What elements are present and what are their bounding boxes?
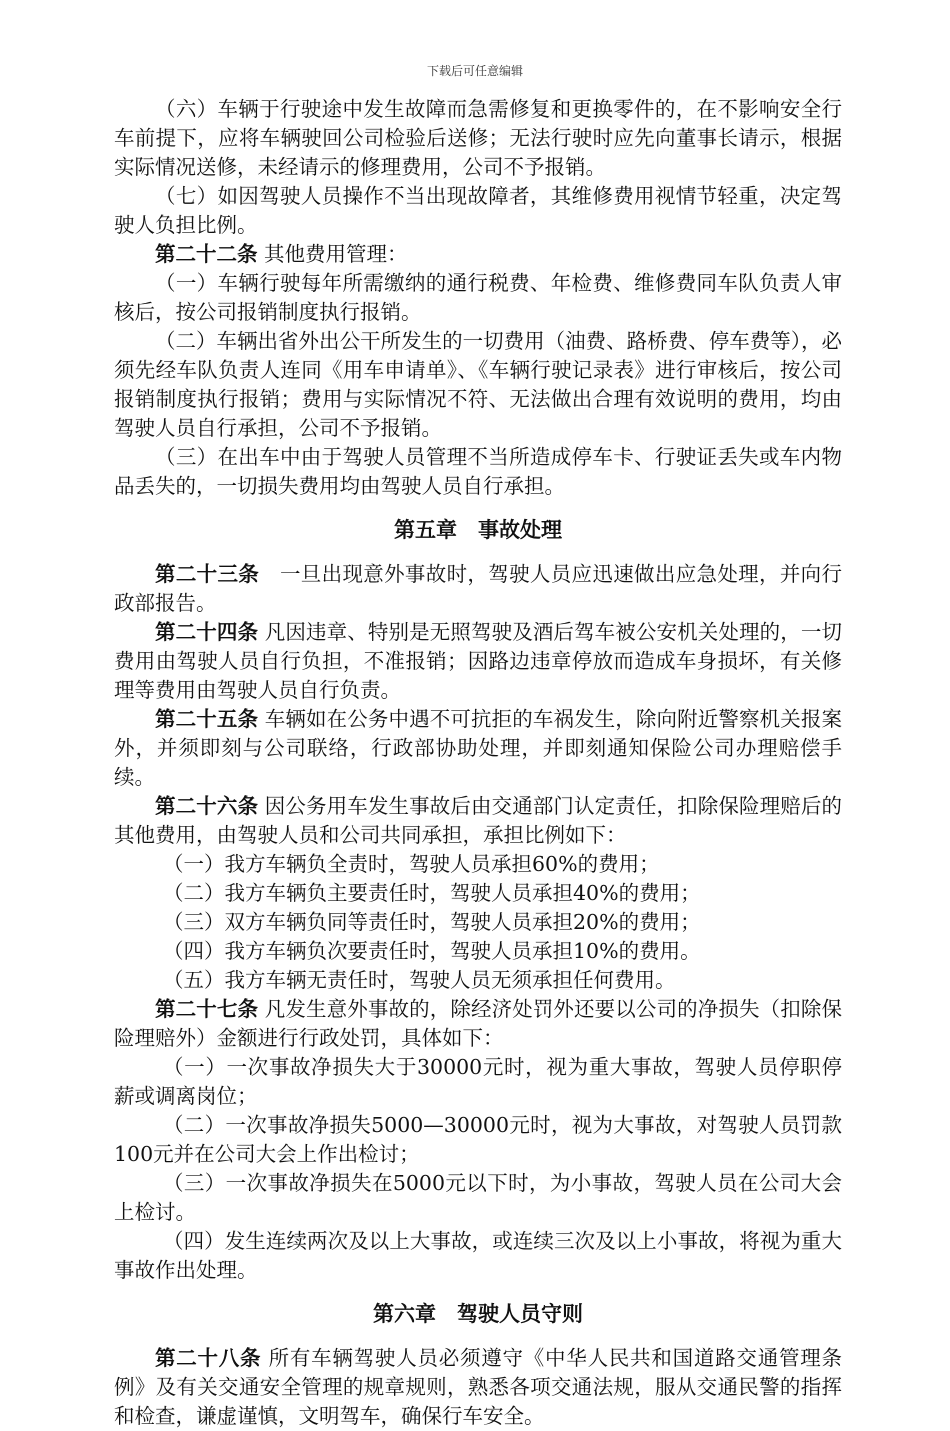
paragraph-text: 因公务用车发生事故后由交通部门认定责任，扣除保险理赔后的其他费用，由驾驶人员和公司共同承担，承担比例如下： (114, 794, 843, 847)
article-number: 第二十二条 (155, 242, 258, 266)
paragraph-text: 一旦出现意外事故时，驾驶人员应迅速做出应急处理，并向行政部报告。 (114, 562, 842, 615)
paragraph-text: （三）一次事故净损失在5000元以下时，为小事故，驾驶人员在公司大会上检讨。 (114, 1171, 842, 1224)
chapter-heading: 第五章 事故处理 (394, 517, 562, 542)
paragraph-text: （一）一次事故净损失大于30000元时，视为重大事故，驾驶人员停职停薪或调离岗位； (114, 1055, 842, 1108)
paragraph-text: （二）我方车辆负主要责任时，驾驶人员承担40%的费用； (163, 881, 701, 905)
document-body (114, 95, 842, 1431)
paragraph (114, 705, 842, 792)
article-number: 第二十五条 (155, 707, 259, 731)
paragraph (114, 879, 842, 908)
article-number: 第二十四条 (155, 620, 259, 644)
paragraph-text: （三）在出车中由于驾驶人员管理不当所造成停车卡、行驶证丢失或车内物品丢失的，一切损失费用均由驾驶人员自行承担。 (114, 445, 842, 498)
paragraph (114, 560, 842, 618)
paragraph (114, 1053, 842, 1111)
paragraph (114, 908, 842, 937)
paragraph-text: 车辆如在公务中遇不可抗拒的车祸发生，除向附近警察机关报案外，并须即刻与公司联络，行政部协助处理，并即刻通知保险公司办理赔偿手续。 (114, 707, 843, 789)
paragraph (114, 995, 842, 1053)
paragraph (114, 240, 842, 269)
paragraph-text: （三）双方车辆负同等责任时，驾驶人员承担20%的费用； (163, 910, 701, 934)
paragraph (114, 937, 842, 966)
paragraph-text: 凡因违章、特别是无照驾驶及酒后驾车被公安机关处理的，一切费用由驾驶人员自行负担，不准报销；因路边违章停放而造成车身损坏，有关修理等费用由驾驶人员自行负责。 (114, 620, 843, 702)
paragraph (114, 95, 842, 182)
paragraph (114, 1111, 842, 1169)
paragraph (114, 1227, 842, 1285)
paragraph-text: 其他费用管理： (257, 242, 408, 266)
paragraph (114, 269, 842, 327)
paragraph (114, 327, 842, 443)
paragraph-text: （二）一次事故净损失5000—30000元时，视为大事故，对驾驶人员罚款100元并在公司大会上作出检讨； (114, 1113, 842, 1166)
paragraph-text: 凡发生意外事故的，除经济处罚外还要以公司的净损失（扣除保险理赔外）金额进行行政处罚，具体如下： (114, 997, 843, 1050)
paragraph (114, 966, 842, 995)
article-number: 第二十六条 (155, 794, 259, 818)
paragraph (114, 443, 842, 501)
chapter-heading: 第六章 驾驶人员守则 (373, 1301, 583, 1326)
paragraph-text: （四）发生连续两次及以上大事故，或连续三次及以上小事故，将视为重大事故作出处理。 (114, 1229, 842, 1282)
paragraph-text: （二）车辆出省外出公干所发生的一切费用（油费、路桥费、停车费等），必须先经车队负责人连同《用车申请单》、《车辆行驶记录表》进行审核后，按公司报销制度执行报销；费用与实际情况不符、无法做出合理有效说明的费用，均由驾驶人员自行承担，公司不予报销。 (114, 329, 842, 440)
paragraph (114, 1169, 842, 1227)
paragraph (114, 182, 842, 240)
article-number: 第二十七条 (155, 997, 259, 1021)
paragraph-text: （一）车辆行驶每年所需缴纳的通行税费、年检费、维修费同车队负责人审核后，按公司报销制度执行报销。 (114, 271, 842, 324)
paragraph-text: 所有车辆驾驶人员必须遵守《中华人民共和国道路交通管理条例》及有关交通安全管理的规章规则，熟悉各项交通法规，服从交通民警的指挥和检查，谦虚谨慎，文明驾车，确保行车安全。 (114, 1346, 843, 1428)
paragraph-text: （六）车辆于行驶途中发生故障而急需修复和更换零件的，在不影响安全行车前提下，应将车辆驶回公司检验后送修；无法行驶时应先向董事长请示，根据实际情况送修，未经请示的修理费用，公司不予报销。 (114, 97, 842, 179)
article-number: 第二十三条 (155, 562, 260, 586)
paragraph (114, 1344, 842, 1431)
paragraph (114, 850, 842, 879)
paragraph-text: （五）我方车辆无责任时，驾驶人员无须承担任何费用。 (163, 968, 676, 992)
paragraph-text: （一）我方车辆负全责时，驾驶人员承担60%的费用； (163, 852, 660, 876)
article-number: 第二十八条 (155, 1346, 262, 1370)
page-header: 下载后可任意编辑 (426, 64, 523, 78)
paragraph-text: （四）我方车辆负次要责任时，驾驶人员承担10%的费用。 (163, 939, 701, 963)
paragraph (114, 792, 842, 850)
paragraph (114, 618, 842, 705)
paragraph-text: （七）如因驾驶人员操作不当出现故障者，其维修费用视情节轻重，决定驾驶人负担比例。 (114, 184, 842, 237)
